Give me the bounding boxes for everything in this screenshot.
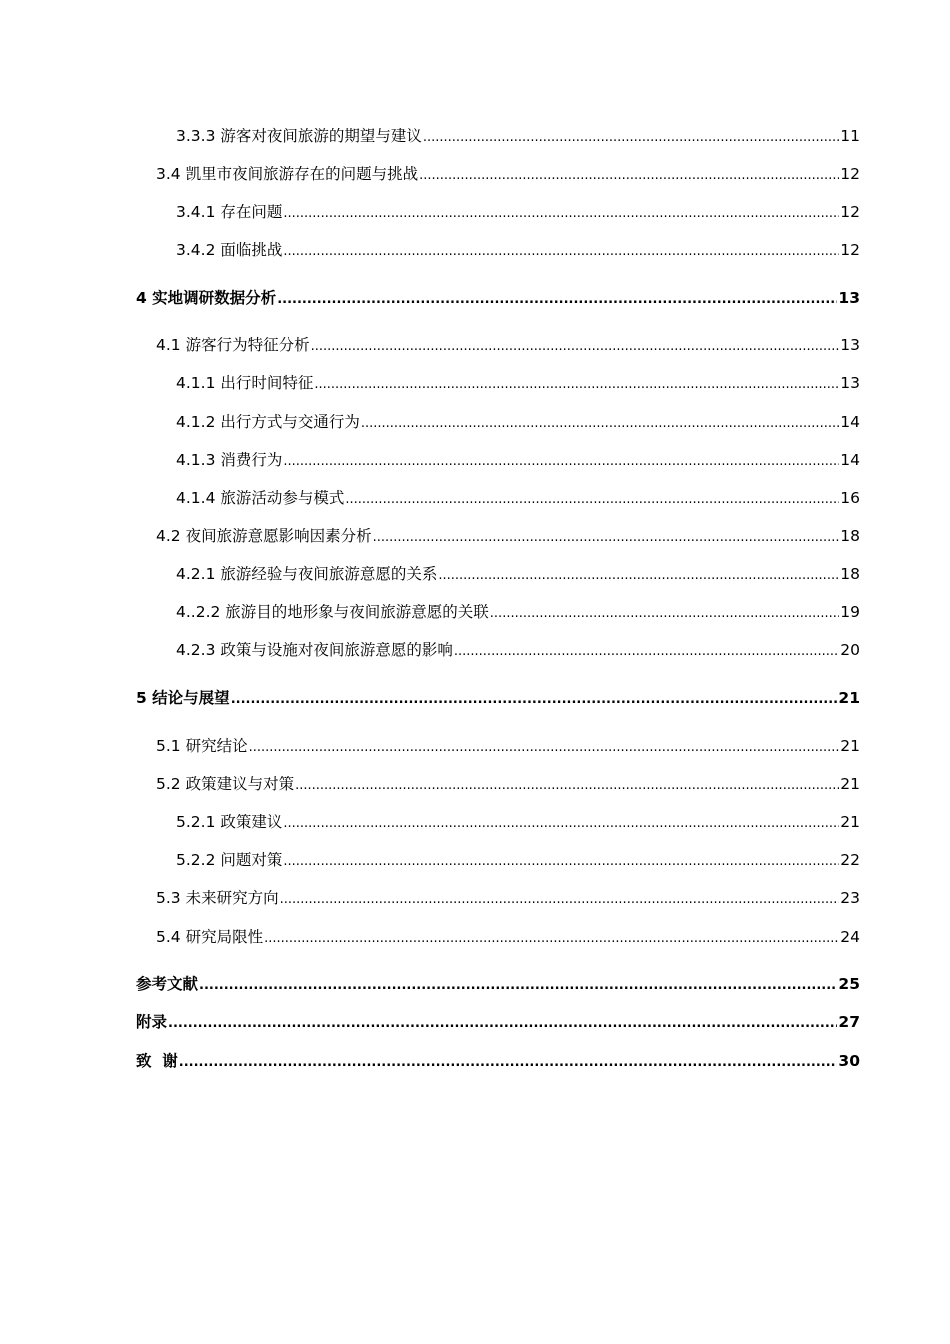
toc-entry-4-2-1[interactable] (136, 564, 860, 586)
dot-leader (280, 888, 840, 910)
toc-entry-title: 4.2.1 旅游经验与夜间旅游意愿的关系 (176, 565, 438, 583)
toc-entry-title: 4.1.1 出行时间特征 (176, 374, 314, 392)
toc-entry-5-3[interactable] (136, 888, 860, 910)
toc-entry-page: 21 (840, 775, 860, 793)
toc-entry-title: 5.3 未来研究方向 (156, 889, 279, 907)
toc-entry-4-2-3[interactable] (136, 640, 860, 662)
toc-entry-page: 23 (840, 889, 860, 907)
dot-leader (454, 640, 839, 662)
toc-entry-4-1-3[interactable] (136, 450, 860, 472)
toc-entry-title: 4.1.4 旅游活动参与模式 (176, 489, 345, 507)
toc-entry-title: 致 谢 (136, 1052, 178, 1070)
toc-entry-page: 18 (840, 565, 860, 583)
dot-leader (345, 488, 839, 510)
dot-leader (277, 288, 837, 310)
toc-entry-title: 4 实地调研数据分析 (136, 289, 277, 307)
toc-entry-title: 附录 (136, 1013, 168, 1031)
toc-entry-title: 5.2.2 问题对策 (176, 851, 283, 869)
toc-entry-4-1[interactable] (136, 335, 860, 357)
toc-entry-page: 24 (840, 928, 860, 946)
toc-entry-page: 21 (838, 689, 860, 707)
toc-entry-title: 5.4 研究局限性 (156, 928, 264, 946)
dot-leader (231, 688, 838, 710)
dot-leader (199, 974, 837, 996)
toc-entry-page: 19 (840, 603, 860, 621)
toc-entry-3-3-3[interactable] (136, 126, 860, 148)
toc-entry-title: 3.4.2 面临挑战 (176, 241, 283, 259)
toc-entry-page: 11 (840, 127, 860, 145)
dot-leader (361, 412, 839, 434)
toc-entry-page: 20 (840, 641, 860, 659)
toc-entry-3-4-2[interactable] (136, 240, 860, 262)
toc-entry-acknowledgements[interactable] (136, 1051, 860, 1073)
toc-entry-page: 16 (840, 489, 860, 507)
toc-entry-5[interactable] (136, 688, 860, 710)
dot-leader (490, 602, 839, 624)
toc-entry-title: 5.1 研究结论 (156, 737, 248, 755)
toc-entry-page: 13 (840, 336, 860, 354)
dot-leader (264, 927, 839, 949)
toc-entry-page: 18 (840, 527, 860, 545)
dot-leader (438, 564, 839, 586)
toc-entry-4-1-1[interactable] (136, 373, 860, 395)
toc-entry-page: 30 (838, 1052, 860, 1070)
toc-entry-4-2[interactable] (136, 526, 860, 548)
toc-entry-title: 4.1.3 消费行为 (176, 451, 283, 469)
toc-entry-page: 21 (840, 737, 860, 755)
dot-leader (419, 164, 839, 186)
dot-leader (283, 202, 839, 224)
dot-leader (311, 335, 840, 357)
toc-entry-4-1-2[interactable] (136, 412, 860, 434)
toc-entry-5-1[interactable] (136, 736, 860, 758)
dot-leader (179, 1051, 838, 1073)
dot-leader (249, 736, 840, 758)
toc-entry-4-2-2[interactable] (136, 602, 860, 624)
dot-leader (283, 450, 839, 472)
toc-entry-page: 13 (838, 289, 860, 307)
dot-leader (283, 240, 839, 262)
toc-entry-page: 12 (840, 203, 860, 221)
toc-entry-title: 4.2.3 政策与设施对夜间旅游意愿的影响 (176, 641, 453, 659)
toc-entry-appendix[interactable] (136, 1012, 860, 1034)
toc-entry-page: 25 (838, 975, 860, 993)
toc-entry-4-1-4[interactable] (136, 488, 860, 510)
toc-entry-page: 13 (840, 374, 860, 392)
dot-leader (373, 526, 840, 548)
toc-entry-title: 3.4 凯里市夜间旅游存在的问题与挑战 (156, 165, 419, 183)
toc-entry-5-2[interactable] (136, 774, 860, 796)
toc-entry-page: 14 (840, 451, 860, 469)
toc-entry-5-2-1[interactable] (136, 812, 860, 834)
toc-entry-5-4[interactable] (136, 927, 860, 949)
toc-entry-title: 4.2 夜间旅游意愿影响因素分析 (156, 527, 372, 545)
toc-entry-references[interactable] (136, 974, 860, 996)
toc-entry-title: 5.2 政策建议与对策 (156, 775, 295, 793)
toc-entry-title: 4.1.2 出行方式与交通行为 (176, 413, 360, 431)
toc-entry-title: 3.3.3 游客对夜间旅游的期望与建议 (176, 127, 422, 145)
dot-leader (314, 373, 839, 395)
toc-entry-page: 21 (840, 813, 860, 831)
toc-entry-5-2-2[interactable] (136, 850, 860, 872)
toc-entry-title: 参考文献 (136, 975, 199, 993)
toc-entry-title: 4.1 游客行为特征分析 (156, 336, 310, 354)
toc-entry-page: 12 (840, 241, 860, 259)
toc-entry-page: 22 (840, 851, 860, 869)
toc-entry-page: 27 (838, 1013, 860, 1031)
toc-entry-page: 12 (840, 165, 860, 183)
dot-leader (283, 812, 839, 834)
toc-entry-4[interactable] (136, 288, 860, 310)
toc-entry-3-4-1[interactable] (136, 202, 860, 224)
dot-leader (283, 850, 839, 872)
toc-entry-page: 14 (840, 413, 860, 431)
dot-leader (423, 126, 839, 148)
toc-entry-title: 5.2.1 政策建议 (176, 813, 283, 831)
dot-leader (168, 1012, 837, 1034)
toc-entry-title: 3.4.1 存在问题 (176, 203, 283, 221)
toc-entry-title: 4..2.2 旅游目的地形象与夜间旅游意愿的关联 (176, 603, 489, 621)
dot-leader (295, 774, 839, 796)
toc-entry-3-4[interactable] (136, 164, 860, 186)
toc-entry-title: 5 结论与展望 (136, 689, 230, 707)
